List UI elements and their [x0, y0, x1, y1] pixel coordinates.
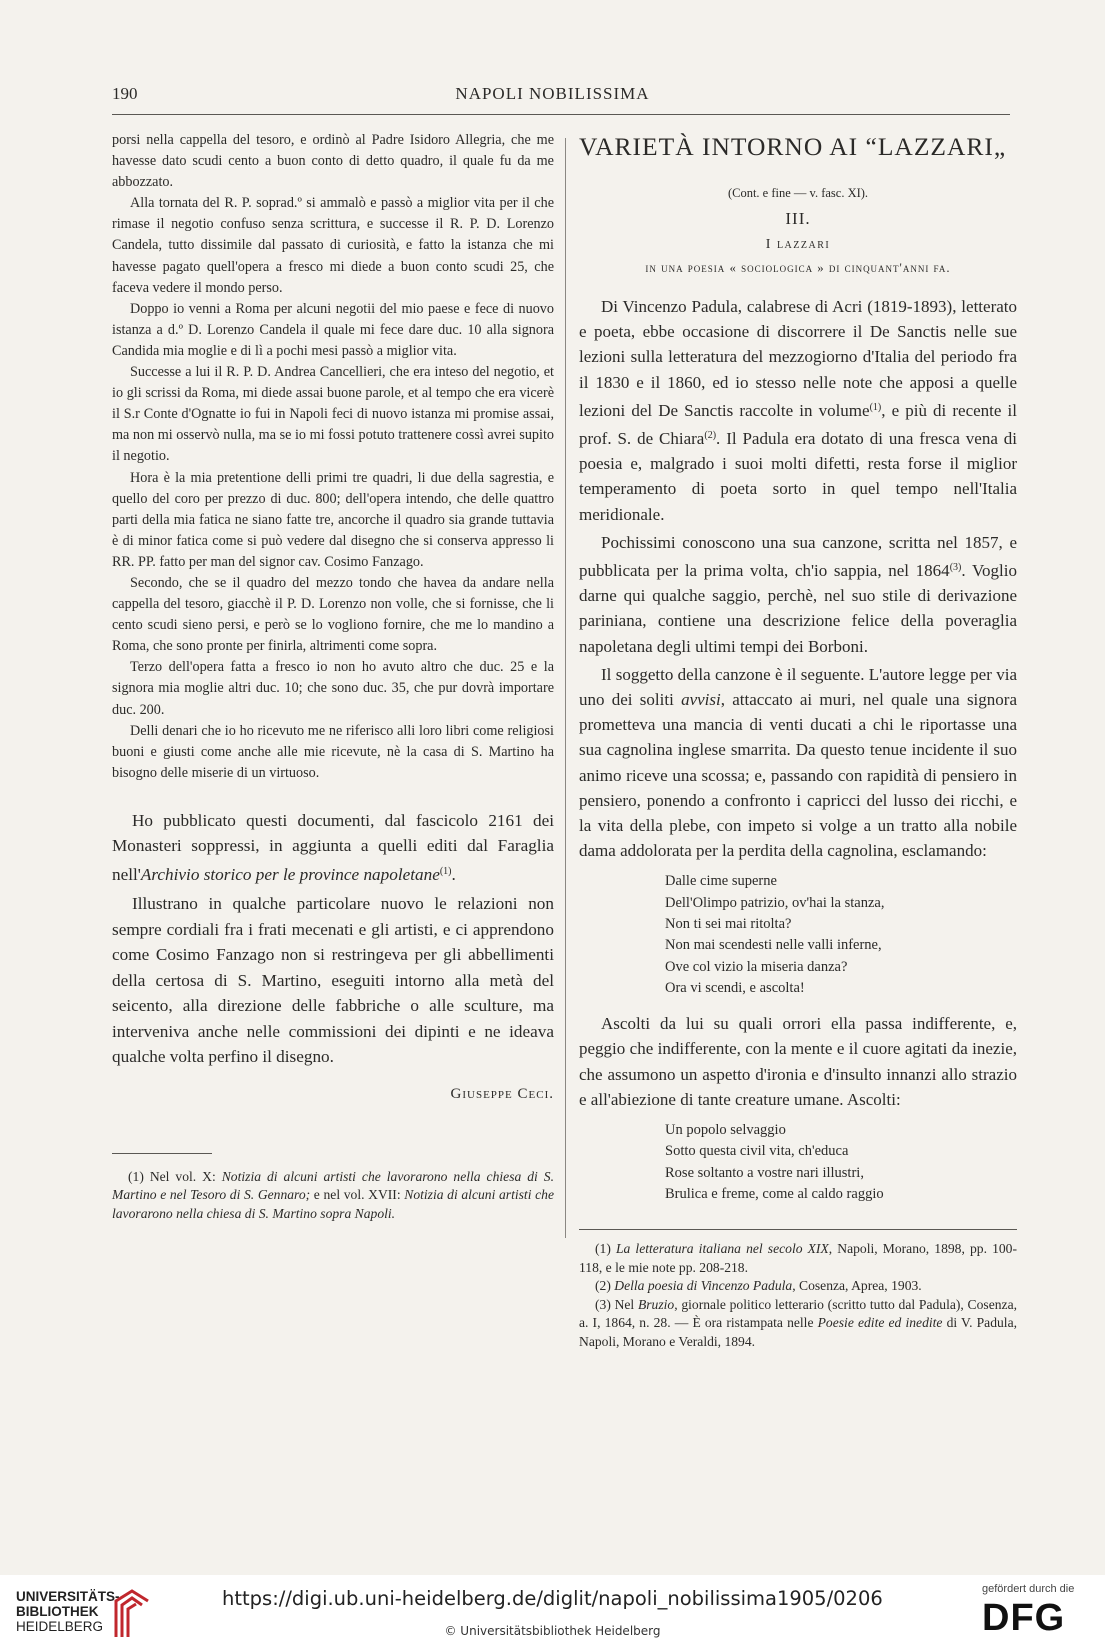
left-footnotes: [112, 1168, 554, 1224]
editor-commentary: [112, 808, 554, 1070]
doc-paragraph: porsi nella cappella del tesoro, e ordinò al Padre Isidoro Allegria, che me havesse dato scudi cento a buon conto di detto quadro, il quale fu da me abbozzato.: [112, 132, 554, 191]
journal-title: NAPOLI NOBILISSIMA: [455, 84, 650, 103]
verse-line: Brulica e freme, come al caldo raggio: [665, 1185, 884, 1202]
footnote: (2) Della poesia di Vincenzo Padula, Cosenza, Aprea, 1903.: [595, 1278, 922, 1294]
footnote-ref: (3): [949, 562, 962, 574]
left-column: [112, 130, 554, 1223]
viewer-footer: [0, 1575, 1105, 1652]
author-signature: Giuseppe Ceci.: [450, 1085, 554, 1102]
right-footnotes: [579, 1240, 1017, 1351]
footnote-ref: (1): [869, 401, 882, 413]
footnote-rule: [112, 1153, 212, 1154]
verse-line: Ove col vizio la miseria danza?: [665, 958, 848, 975]
continuation-note: (Cont. e fine — v. fasc. XI).: [727, 186, 869, 200]
verse-line: Dalle cime superne: [665, 873, 777, 890]
verse-line: Non mai scendesti nelle valli inferne,: [665, 937, 882, 954]
page-number: 190: [112, 84, 138, 103]
document-transcription: [112, 130, 554, 784]
article-body: [579, 294, 1017, 1205]
footnote-ref: (2): [704, 430, 717, 442]
article-paragraph: Il soggetto della canzone è il seguente. L'autore legge per via uno dei soliti avvisi, attaccato ai muri, nel quale una signora prometteva una mancia di venti ducati a chi le riportasse una sua cagnolina inglese smarrita. Da questo tenue incidente il suo animo riceve una scossa; e, passando con rapidità di pensiero in pensiero, ponendo a confronto i capricci del lusso dei ricchi, e la vita della plebe, con impeto si volge a un tratto alla nobile dama addolorata per la perdita della cagnolina, esclamando:: [579, 664, 1017, 861]
dfg-logo[interactable]: DFG: [982, 1597, 1066, 1639]
library-city: HEIDELBERG: [16, 1619, 104, 1634]
column-divider: [565, 138, 566, 1238]
funding-caption: gefördert durch die: [982, 1583, 1075, 1595]
commentary-paragraph: Illustrano in qualche particolare nuovo le relazioni non sempre cordiali fra i frati mecenati e gli artisti, e ci apprendono come Cosimo Fanzago non si restringeva per gli abbellimenti della certosa di S. Martino, eseguiti intorno alla metà del seicento, alla direzione delle fabbriche o alle sculture, ma interveniva anche nelle commissioni dei dipinti e ne ideava qualche volta perfino il disegno.: [112, 894, 554, 1067]
footnote: (1) Nel vol. X: Notizia di alcuni artisti che lavorarono nella chiesa di S. Martino e nel Tesoro di S. Gennaro; e nel vol. XVII: Notizia di alcuni artisti che lavorarono nella chiesa di S. Martino sopra Napoli.: [112, 1168, 554, 1221]
doc-paragraph: Alla tornata del R. P. soprad.º si ammalò e passò a miglior vita per il che rimase il negotio confuso senza scrittura, e successe il R. P. D. Lorenzo Candela, tutto dissimile dal passato di curiosità, e fatto la istanza che mi havesse pagato quell'opera a fresco mi diede a buon conto scudi 25, che faceva vedere il mondo perso.: [112, 195, 554, 296]
verse-line: Rose soltanto a vostre nari illustri,: [665, 1164, 864, 1181]
header-rule: [112, 114, 1010, 115]
verse-quotation: [665, 1120, 1017, 1205]
article-paragraph: Ascolti da lui su quali orrori ella passa indifferente, e, peggio che indifferente, con la mente e il cuore agitati da inezie, che assumono un aspetto d'ironia e d'insulto innanzi allo strazio e all'abiezione di tante creature umane. Ascolti:: [579, 1014, 1017, 1109]
section-title: I lazzari: [765, 237, 831, 252]
footnote: (1) La letteratura italiana nel secolo XIX, Napoli, Morano, 1898, pp. 100-118, e le mie note pp. 208-218.: [579, 1241, 1017, 1275]
running-head: [112, 84, 993, 110]
commentary-paragraph: Ho pubblicato questi documenti, dal fascicolo 2161 dei Monasteri soppressi, in aggiunta a quelli editi dal Faraglia nell'Archivio storico per le province napoletane$^{(1)}$.: [112, 810, 554, 884]
doc-paragraph: Delli denari che io ho ricevuto me ne riferisco alli loro libri come religiosi buoni e giusti come anche alle mie ricevute, nè la casa di S. Martino ha bisogno delle miserie di un virtuoso.: [112, 722, 554, 781]
doc-paragraph: Terzo dell'opera fatta a fresco io non ho avuto altro che duc. 25 e la signora mia moglie altri duc. 10; che sono duc. 35, che pur dovrà importare duc. 200.: [112, 659, 554, 718]
copyright-notice: © Universitätsbibliothek Heidelberg: [444, 1624, 661, 1638]
verse-line: Sotto questa civil vita, ch'educa: [665, 1143, 849, 1160]
doc-paragraph: Secondo, che se il quadro del mezzo tondo che havea da andare nella cappella del tesoro, giacchè il P. D. Lorenzo non volle, che si fornisse, che li cento scudi sieno persi, e però se lo vogliono fornire, che me lo mandino a Roma, che sono pronte per finirla, altrimenti come sopra.: [112, 574, 554, 655]
verse-line: Non ti sei mai ritolta?: [665, 916, 792, 933]
verse-line: Un popolo selvaggio: [665, 1122, 786, 1139]
verse-line: Dell'Olimpo patrizio, ov'hai la stanza,: [665, 894, 885, 911]
permalink-url[interactable]: https://digi.ub.uni-heidelberg.de/diglit/napoli_nobilissima1905/0206: [222, 1587, 883, 1610]
verse-quotation: [665, 871, 1017, 999]
article-paragraph: Di Vincenzo Padula, calabrese di Acri (1819-1893), letterato e poeta, ebbe occasione di discorrere il De Sanctis nelle sue lezioni sulla letteratura del mezzogiorno d'Italia del periodo fra il 1830 e il 1860, ed io stesso nelle note che apposi a quelle lezioni del De Sanctis raccolte in volume$^{(1)}$, e più di recente il prof. S. de Chiara$^{(2)}$. Il Padula era dotato di una fresca vena di poesia e, malgrado i suoi molti difetti, resta forse il miglior temperamento di poeta sorto in quel tempo nell'Italia meridionale.: [579, 297, 1017, 524]
article-title: VARIETÀ INTORNO AI “LAZZARI„: [579, 132, 1007, 161]
doc-paragraph: Hora è la mia pretentione delli primi tre quadri, li due della sagrestia, e quello del coro per prezzo di duc. 800; dell'opera intendo, che delle quattro parti della mia fatica ne siano fatte tre, ancorche il quadro sia grande tuttavia è di minor fatica come si può vedere dal disegno che si conserva appresso li RR. PP. fatto per man del signor cav. Cosimo Fanzago.: [112, 469, 554, 570]
library-name-line: BIBLIOTHEK: [16, 1604, 99, 1619]
section-subtitle: in una poesia « sociologica » di cinquant'anni fa.: [645, 261, 951, 275]
footnote: (3) Nel Bruzio, giornale politico letterario (scritto tutto dal Padula), Cosenza, a. I, 1864, n. 28. — È ora ristampata nelle Poesie edite ed inedite di V. Padula, Napoli, Morano e Veraldi, 1894.: [579, 1296, 1018, 1349]
section-number: III.: [785, 209, 811, 228]
verse-line: Ora vi scendi, e ascolta!: [665, 979, 805, 996]
doc-paragraph: Successe a lui il R. P. D. Andrea Cancellieri, che era inteso del negotio, et io gli scrissi da Roma, mi diede assai buone parole, et al tempo che era vicerè il S.r Conte d'Ognatte io fui in Napoli feci di nuovo istanza mi promise assai, ma non mi osservò nulla, ma se io mi fossi potuto trattenere cossì avrei supito il negotio.: [112, 364, 554, 465]
library-name-line: UNIVERSITÄTS-: [16, 1589, 120, 1604]
article-paragraph: Pochissimi conoscono una sua canzone, scritta nel 1857, e pubblicata per la prima volta, ch'io sappia, nel 1864$^{(3)}$. Voglio darne qui qualche saggio, perchè, nel suo stile di derivazione pariniana, contiene una descrizione felice della poveraglia napoletana degli ultimi tempi dei Borboni.: [579, 532, 1017, 656]
footnote-rule: [579, 1229, 1017, 1230]
doc-paragraph: Doppo io venni a Roma per alcuni negotii del mio paese e fece di nuovo istanza a d.º D. Lorenzo Candela il quale mi fece dare duc. 10 alla signora Candida mia moglie e di lì a pochi mesi passò a miglior vita.: [112, 300, 554, 359]
right-column: [579, 130, 1017, 1351]
footnote-ref: (1): [439, 865, 452, 877]
